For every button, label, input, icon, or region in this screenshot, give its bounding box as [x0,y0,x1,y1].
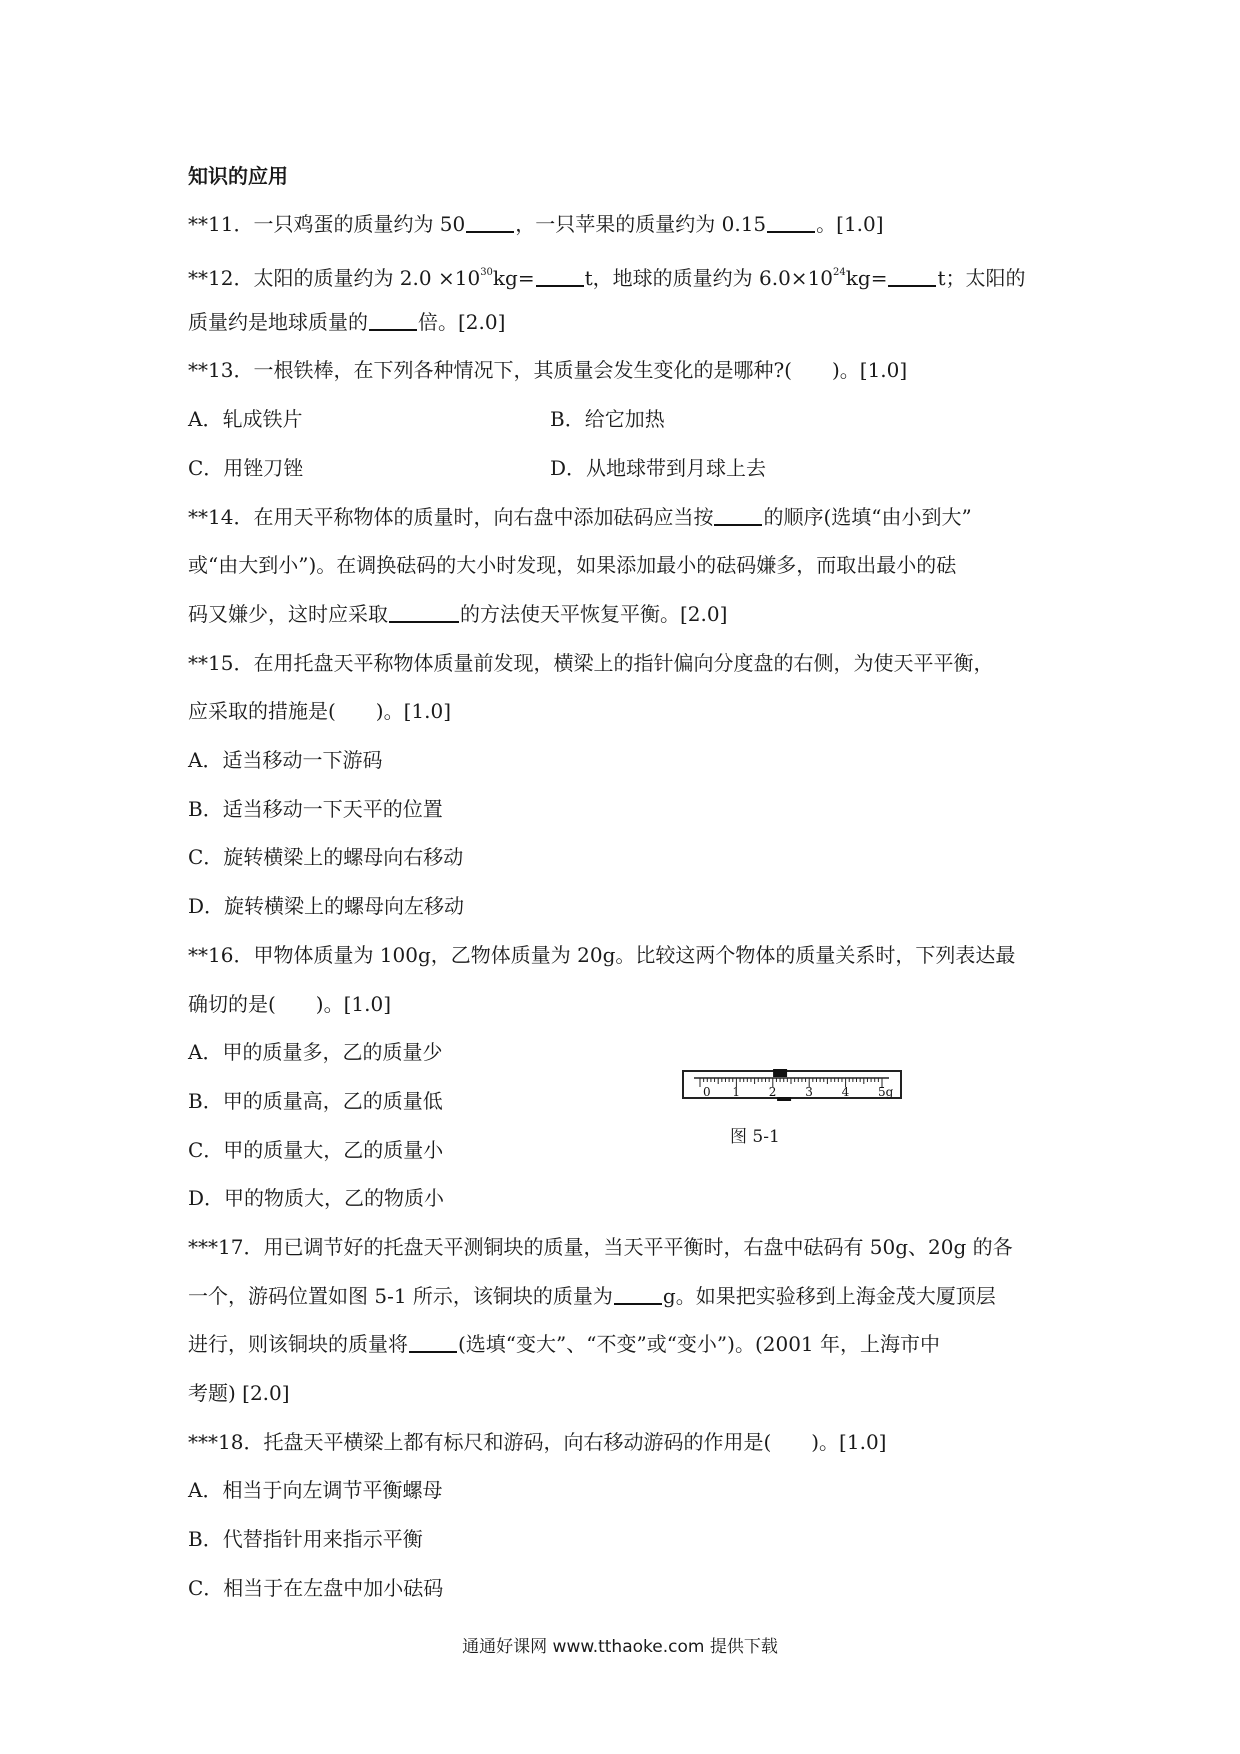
q15-option-a: A．适当移动一下游码 [188,748,383,772]
rider-scale-figure [682,1069,902,1101]
question-12-line-1 [188,259,1026,292]
q18-option-c: C．相当于在左盘中加小砝码 [188,1576,444,1600]
q14-text-4: 的方法使天平恢复平衡。[2.0] [460,602,728,626]
q12-text-7: 倍。[2.0] [418,310,506,334]
footer-note: 通通好课网 www.tthaoke.com 提供下载 [462,1637,778,1657]
q18-option-b: B．代替指针用来指示平衡 [188,1527,423,1551]
scale-tick-label: 5g [878,1085,894,1099]
answer-blank [714,504,762,526]
q11-text-2: ，一只苹果的质量约为 0.15 [515,212,767,236]
q12-text-1: **12．太阳的质量约为 2.0 ×10 [188,266,481,290]
q14-text-2: 的顺序(选填“由小到大” [763,505,972,529]
q12-exponent-1: 30 [480,267,493,278]
scale-tick-label: 1 [732,1085,741,1099]
scale-frame [683,1071,901,1098]
scale-tick-label: 0 [703,1085,711,1099]
question-17-line-3 [188,1330,940,1358]
q13-option-d: D．从地球带到月球上去 [550,456,767,480]
question-16-line-1: **16．甲物体质量为 100g，乙物体质量为 20g。比较这两个物体的质量关系时，下列表达最 [188,943,1016,967]
answer-blank [888,265,936,287]
q13-option-c: C．用锉刀锉 [188,456,304,480]
question-14-line-1 [188,503,972,531]
question-14-line-2: 或“由大到小”)。在调换砝码的大小时发现，如果添加最小的砝码嫌多，而取出最小的砝 [188,553,957,577]
question-16-line-2: 确切的是( )。[1.0] [188,992,392,1016]
question-17-line-4: 考题) [2.0] [188,1381,290,1405]
q15-option-b: B．适当移动一下天平的位置 [188,797,443,821]
q16-option-a: A．甲的质量多，乙的质量少 [188,1040,443,1064]
q17-text-3: 进行，则该铜块的质量将 [188,1332,408,1356]
q11-text-3: 。[1.0] [816,212,884,236]
q11-text-1: **11．一只鸡蛋的质量约为 50 [188,212,466,236]
q17-text-1: 一个，游码位置如图 5-1 所示，该铜块的质量为 [188,1284,613,1308]
q16-option-b: B．甲的质量高，乙的质量低 [188,1089,443,1113]
question-15-line-2: 应采取的措施是( )。[1.0] [188,699,452,723]
question-11 [188,210,884,238]
scale-tick-label: 3 [805,1085,813,1099]
scale-tick-label: 4 [841,1085,850,1099]
q14-text-3: 码又嫌少，这时应采取 [188,602,388,626]
section-title: 知识的应用 [188,164,288,188]
rider-top [773,1069,787,1077]
figure-caption: 图 5-1 [730,1127,780,1147]
q12-text-6: 质量约是地球质量的 [188,310,368,334]
question-13: **13．一根铁棒，在下列各种情况下，其质量会发生变化的是哪种?( )。[1.0] [188,358,908,382]
question-18: ***18．托盘天平横梁上都有标尺和游码，向右移动游码的作用是( )。[1.0] [188,1430,887,1454]
question-17-line-2 [188,1282,996,1310]
q17-text-4: (选填“变大”、“不变”或“变小”)。(2001 年，上海市中 [458,1332,941,1356]
rider-bottom [777,1097,791,1101]
answer-blank [409,1331,457,1353]
q15-option-c: C．旋转横梁上的螺母向右移动 [188,845,464,869]
q12-text-2: kg= [492,266,535,290]
answer-blank [767,211,815,233]
answer-blank [466,211,514,233]
q18-option-a: A．相当于向左调节平衡螺母 [188,1478,443,1502]
q13-option-b: B．给它加热 [550,407,665,431]
answer-blank [369,309,417,331]
question-15-line-1: **15．在用托盘天平称物体质量前发现，横梁上的指针偏向分度盘的右侧，为使天平平衡， [188,651,994,675]
q12-text-4: kg= [845,266,888,290]
q16-option-d: D．甲的物质大，乙的物质小 [188,1186,445,1210]
q14-text-1: **14．在用天平称物体的质量时，向右盘中添加砝码应当按 [188,505,714,529]
q15-option-d: D．旋转横梁上的螺母向左移动 [188,894,465,918]
question-12-line-2 [188,308,505,336]
q16-option-c: C．甲的质量大，乙的质量小 [188,1138,444,1162]
q12-text-5: t；太阳的 [937,266,1026,290]
q17-text-2: g。如果把实验移到上海金茂大厦顶层 [662,1284,996,1308]
question-14-line-3 [188,600,727,628]
answer-blank [536,265,584,287]
q13-option-a: A．轧成铁片 [188,407,303,431]
answer-blank [389,601,459,623]
question-17-line-1: ***17．用已调节好的托盘天平测铜块的质量，当天平平衡时，右盘中砝码有 50g、20g 的各 [188,1235,1013,1259]
answer-blank [614,1283,662,1305]
q12-exponent-2: 24 [833,267,846,278]
q12-text-3: t，地球的质量约为 6.0×10 [584,266,834,290]
scale-tick-label: 2 [768,1085,777,1099]
